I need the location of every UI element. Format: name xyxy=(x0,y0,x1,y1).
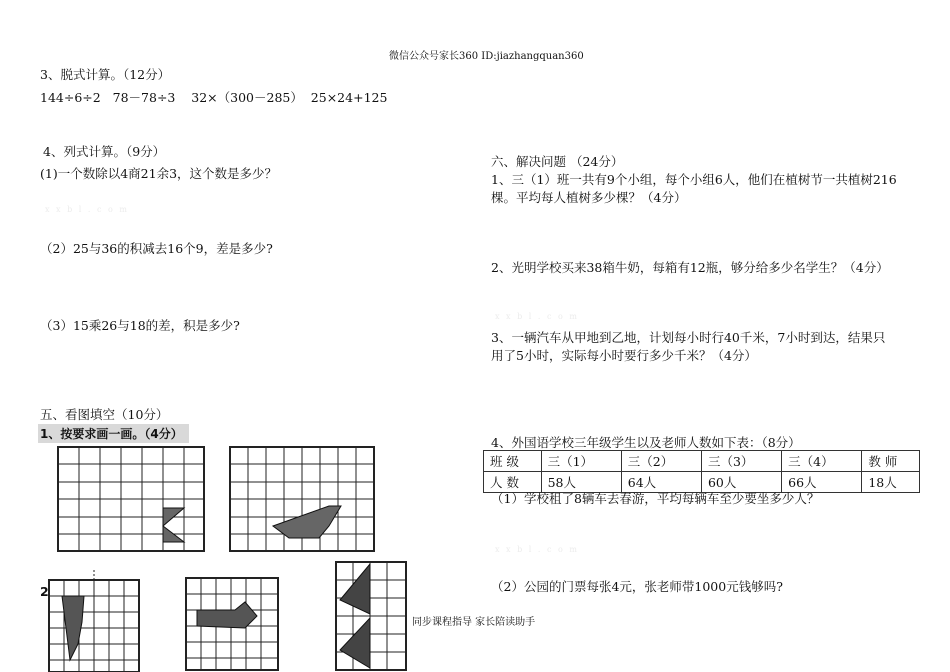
grid-figure-2 xyxy=(229,446,377,554)
page-header: 微信公众号家长360 ID:jiazhangquan360 xyxy=(389,51,584,62)
figure-4-shape xyxy=(197,602,257,628)
grid-figure-5 xyxy=(334,560,409,672)
figure-5-top-shape xyxy=(340,564,370,614)
watermark-faint-3: x x b l . c o m xyxy=(495,545,579,554)
section-4-question-3: （3）15乘26与18的差，积是多少? xyxy=(40,318,240,333)
section-5-title: 五、看图填空（10分） xyxy=(40,407,169,422)
table-header-cell: 三（2） xyxy=(621,451,701,472)
section-4-question-2: （2）25与36的积减去16个9，差是多少? xyxy=(40,241,273,256)
section-5-label-2: 2 xyxy=(40,584,49,599)
section-4-title: 4、列式计算。（9分） xyxy=(43,144,166,159)
section-5-sub-1: 1、按要求画一画。（4分） xyxy=(38,424,189,443)
problem-4-sub-1: （1）学校租了8辆车去春游，平均每辆车至少要坐多少人？ xyxy=(491,491,820,506)
table-header-row xyxy=(484,451,920,472)
section-3-title: 3、脱式计算。（12分） xyxy=(40,67,171,82)
table-row-label: 人 数 xyxy=(484,472,542,493)
section-4-question-1: (1)一个数除以4商21余3，这个数是多少？ xyxy=(40,166,278,181)
table-cell: 66人 xyxy=(782,472,862,493)
problem-3-line-1: 3、一辆汽车从甲地到乙地，计划每小时行40千米，7小时到达，结果只 xyxy=(491,330,886,345)
table-cell: 60人 xyxy=(701,472,781,493)
table-cell: 58人 xyxy=(541,472,621,493)
page-footer: 同步课程指导 家长陪读助手 xyxy=(412,617,536,628)
figure-1-shape xyxy=(163,508,184,542)
table-header-cell: 班 级 xyxy=(484,451,542,472)
figure-2-shape xyxy=(273,506,341,538)
section-6-title: 六、解决问题 （24分） xyxy=(491,154,624,169)
problem-4-title: 4、外国语学校三年级学生以及老师人数如下表：（8分） xyxy=(491,435,801,450)
table-cell: 18人 xyxy=(862,472,920,493)
table-header-cell: 三（1） xyxy=(541,451,621,472)
watermark-faint-2: x x b l . c o m xyxy=(495,312,579,321)
table-header-cell: 教 师 xyxy=(862,451,920,472)
table-cell: 64人 xyxy=(621,472,701,493)
problem-1-line-1: 1、三（1）班一共有9个小组，每个小组6人，他们在植树节一共植树216 xyxy=(491,172,897,187)
problem-4-sub-2: （2）公园的门票每张4元，张老师带1000元钱够吗? xyxy=(491,579,783,594)
table-header-cell: 三（3） xyxy=(701,451,781,472)
figure-5-bottom-shape xyxy=(340,618,370,668)
watermark-faint: x x b l . c o m xyxy=(45,205,129,214)
section-3-expressions: 144÷6÷2 78－78÷3 32×（300－285） 25×24+125 xyxy=(40,90,388,105)
grid-figure-1 xyxy=(57,446,207,554)
problem-1-line-2: 棵。平均每人植树多少棵？（4分） xyxy=(491,190,687,205)
table-header-cell: 三（4） xyxy=(782,451,862,472)
problem-2: 2、光明学校买来38箱牛奶，每箱有12瓶，够分给多少名学生？（4分） xyxy=(491,260,889,275)
grid-figure-3 xyxy=(46,570,141,672)
grid-figure-4 xyxy=(185,576,280,672)
student-teacher-table xyxy=(483,450,920,493)
problem-3-line-2: 用了5小时，实际每小时要行多少千米？（4分） xyxy=(491,348,757,363)
